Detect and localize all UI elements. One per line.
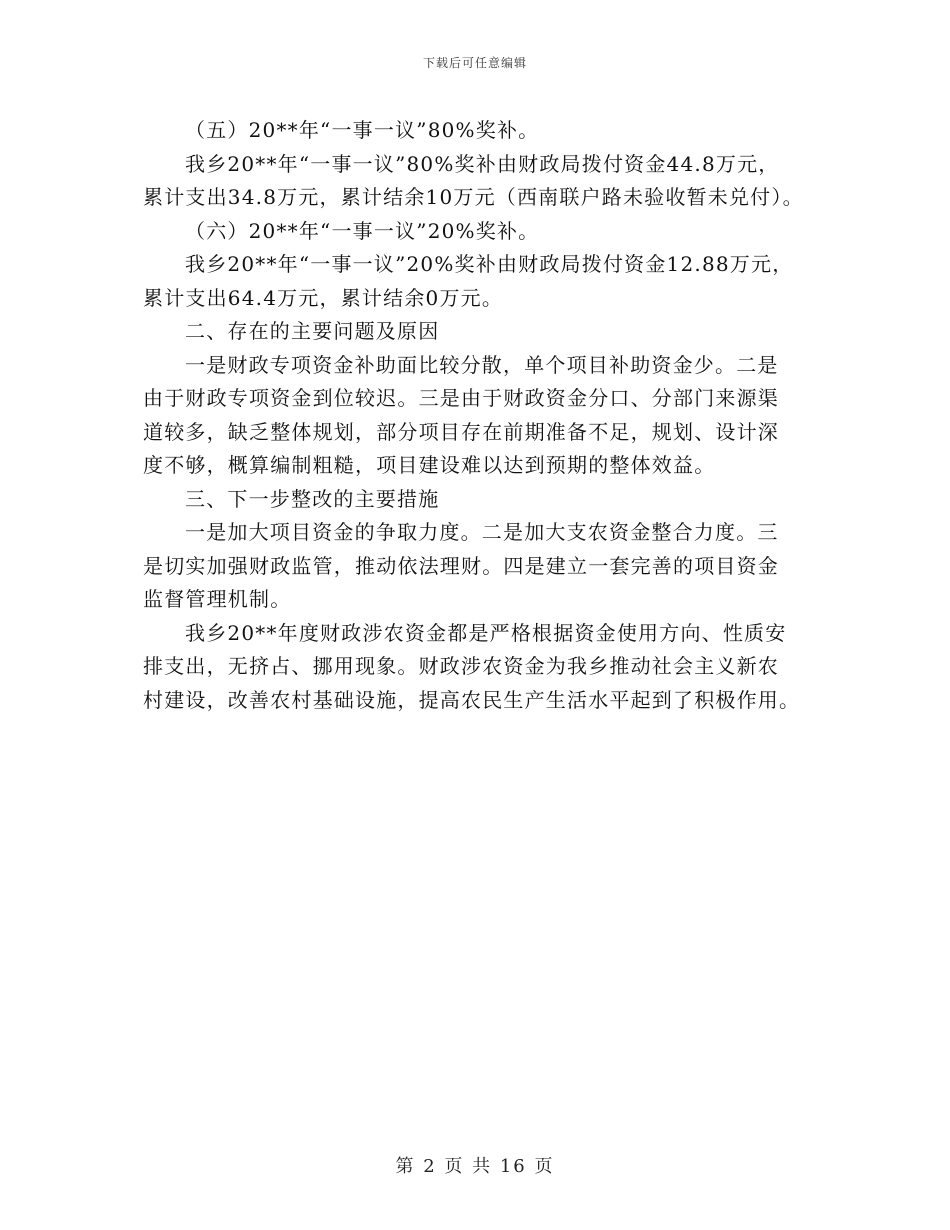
paragraph-line: 是切实加强财政监管，推动依法理财。四是建立一套完善的项目资金 <box>143 553 779 578</box>
header-note: 下载后可任意编辑 <box>422 56 527 70</box>
paragraph-line: 我乡20**年“一事一议”80%奖补由财政局拨付资金44.8万元， <box>185 151 780 176</box>
section-heading: （六）20**年“一事一议”20%奖补。 <box>185 218 540 243</box>
paragraph-line: 村建设，改善农村基础设施，提高农民生产生活水平起到了积极作用。 <box>143 687 801 712</box>
paragraph-line: 度不够，概算编制粗糙，项目建设难以达到预期的整体效益。 <box>143 453 716 477</box>
paragraph-line: 由于财政专项资金到位较迟。三是由于财政资金分口、分部门来源渠 <box>143 386 779 410</box>
section-heading: （五）20**年“一事一议”80%奖补。 <box>185 118 540 142</box>
paragraph-line: 一是加大项目资金的争取力度。二是加大支农资金整合力度。三 <box>185 520 779 544</box>
page-number: 第 2 页 共 16 页 <box>395 1156 555 1177</box>
paragraph-line: 我乡20**年“一事一议”20%奖补由财政局拨付资金12.88万元， <box>185 252 794 276</box>
paragraph-line: 监督管理机制。 <box>143 587 292 611</box>
paragraph-line: 一是财政专项资金补助面比较分散，单个项目补助资金少。二是 <box>185 352 779 377</box>
paragraph-line: 累计支出64.4万元，累计结余0万元。 <box>143 285 504 310</box>
section-heading: 二、存在的主要问题及原因 <box>185 319 440 343</box>
section-heading: 三、下一步整改的主要措施 <box>185 486 440 511</box>
paragraph-line: 道较多，缺乏整体规划，部分项目存在前期准备不足，规划、设计深 <box>143 419 779 444</box>
paragraph-line: 累计支出34.8万元，累计结余10万元（西南联户路未验收暂未兑付）。 <box>143 185 804 209</box>
document-body <box>143 114 823 717</box>
paragraph-line: 排支出，无挤占、挪用现象。财政涉农资金为我乡推动社会主义新农 <box>143 654 779 678</box>
paragraph-line: 我乡20**年度财政涉农资金都是严格根据资金使用方向、性质安 <box>185 620 787 645</box>
